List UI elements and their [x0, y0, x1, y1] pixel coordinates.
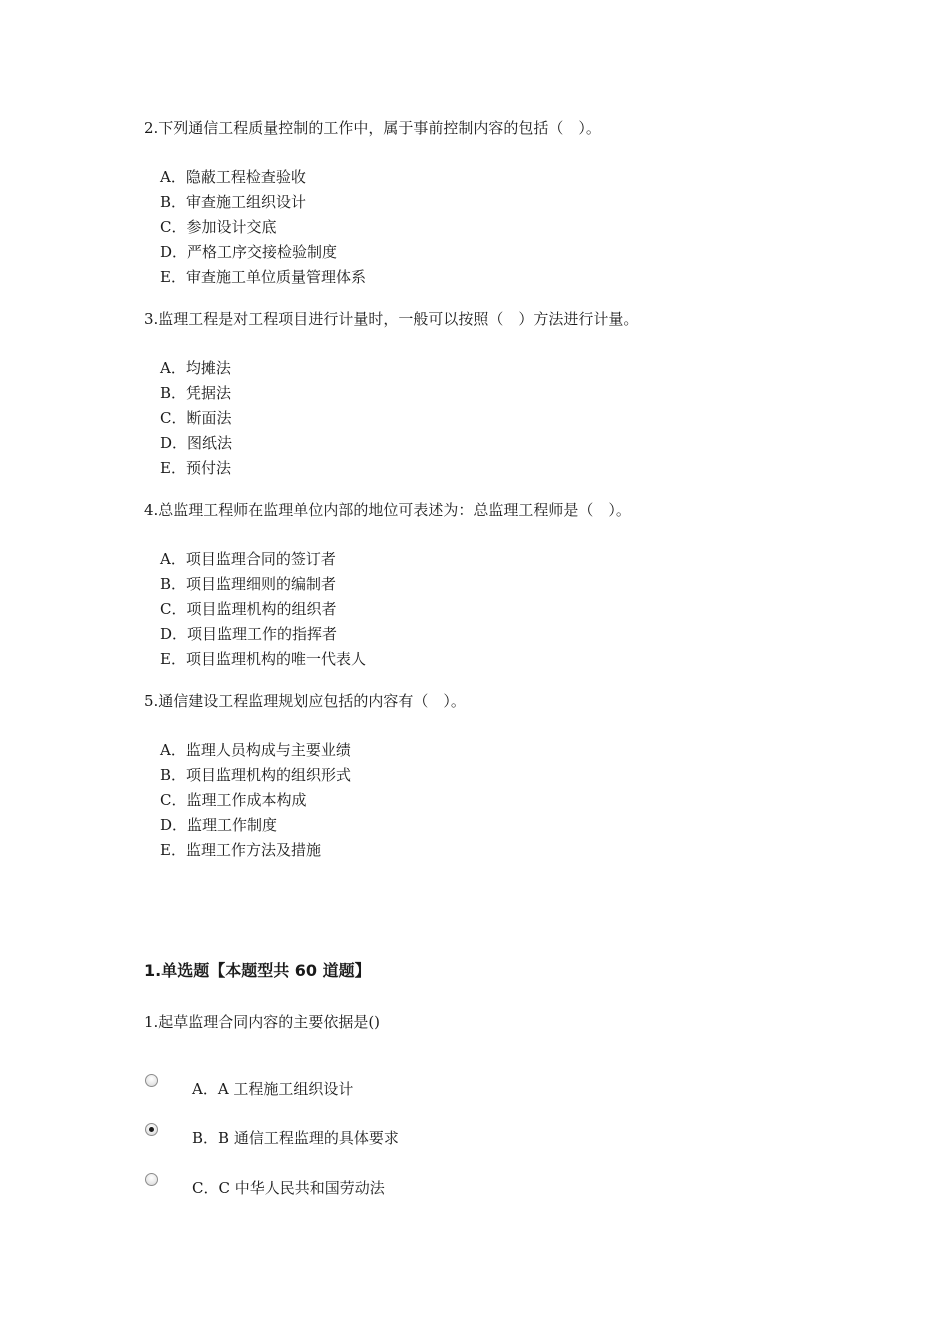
single-choice-option-a[interactable]	[144, 1074, 544, 1100]
single-choice-option-b-label: B．B 通信工程监理的具体要求	[192, 1129, 399, 1147]
question-4-options	[160, 547, 366, 672]
question-5-options	[160, 738, 351, 863]
question-4-option-d: D．项目监理工作的指挥者	[160, 625, 338, 643]
question-2-option-d: D．严格工序交接检验制度	[160, 243, 338, 261]
question-4-text: 4.总监理工程师在监理单位内部的地位可表述为：总监理工程师是（ ）。	[144, 501, 631, 519]
question-5-option-b: B．项目监理机构的组织形式	[160, 766, 352, 784]
question-2-option-a: A．隐蔽工程检查验收	[160, 168, 306, 186]
radio-dot-icon	[149, 1127, 154, 1132]
radio-unselected-icon[interactable]	[145, 1173, 158, 1186]
question-3-options	[160, 356, 232, 481]
single-choice-option-c[interactable]	[144, 1173, 544, 1199]
question-3-option-d: D．图纸法	[160, 434, 233, 452]
question-4-option-b: B．项目监理细则的编制者	[160, 575, 337, 593]
question-2-option-b: B．审查施工组织设计	[160, 193, 307, 211]
question-2-option-e: E．审查施工单位质量管理体系	[160, 268, 366, 286]
question-4-option-c: C．项目监理机构的组织者	[160, 600, 337, 618]
question-5-option-c: C．监理工作成本构成	[160, 791, 307, 809]
radio-unselected-icon[interactable]	[145, 1074, 158, 1087]
section-heading: 1.单选题【本题型共 60 道题】	[144, 961, 371, 980]
question-5-option-d: D．监理工作制度	[160, 816, 278, 834]
question-4-option-e: E．项目监理机构的唯一代表人	[160, 650, 366, 668]
question-3-option-a: A．均摊法	[160, 359, 231, 377]
question-5-option-a: A．监理人员构成与主要业绩	[160, 741, 351, 759]
question-5-text: 5.通信建设工程监理规划应包括的内容有（ ）。	[144, 692, 466, 710]
single-choice-option-c-label: C．C 中华人民共和国劳动法	[192, 1179, 385, 1197]
question-2-text: 2.下列通信工程质量控制的工作中，属于事前控制内容的包括（ ）。	[144, 119, 601, 137]
question-4-option-a: A．项目监理合同的签订者	[160, 550, 336, 568]
question-3-option-e: E．预付法	[160, 459, 231, 477]
question-5-option-e: E．监理工作方法及措施	[160, 841, 321, 859]
single-choice-option-a-label: A．A 工程施工组织设计	[192, 1080, 354, 1098]
single-choice-question-text: 1.起草监理合同内容的主要依据是()	[144, 1013, 381, 1031]
question-2-options	[160, 165, 366, 290]
single-choice-option-b[interactable]	[144, 1123, 544, 1149]
question-3-option-c: C．断面法	[160, 409, 232, 427]
question-3-option-b: B．凭据法	[160, 384, 232, 402]
radio-selected-icon[interactable]	[145, 1123, 158, 1136]
question-2-option-c: C．参加设计交底	[160, 218, 277, 236]
question-3-text: 3.监理工程是对工程项目进行计量时，一般可以按照（ ）方法进行计量。	[144, 310, 639, 328]
